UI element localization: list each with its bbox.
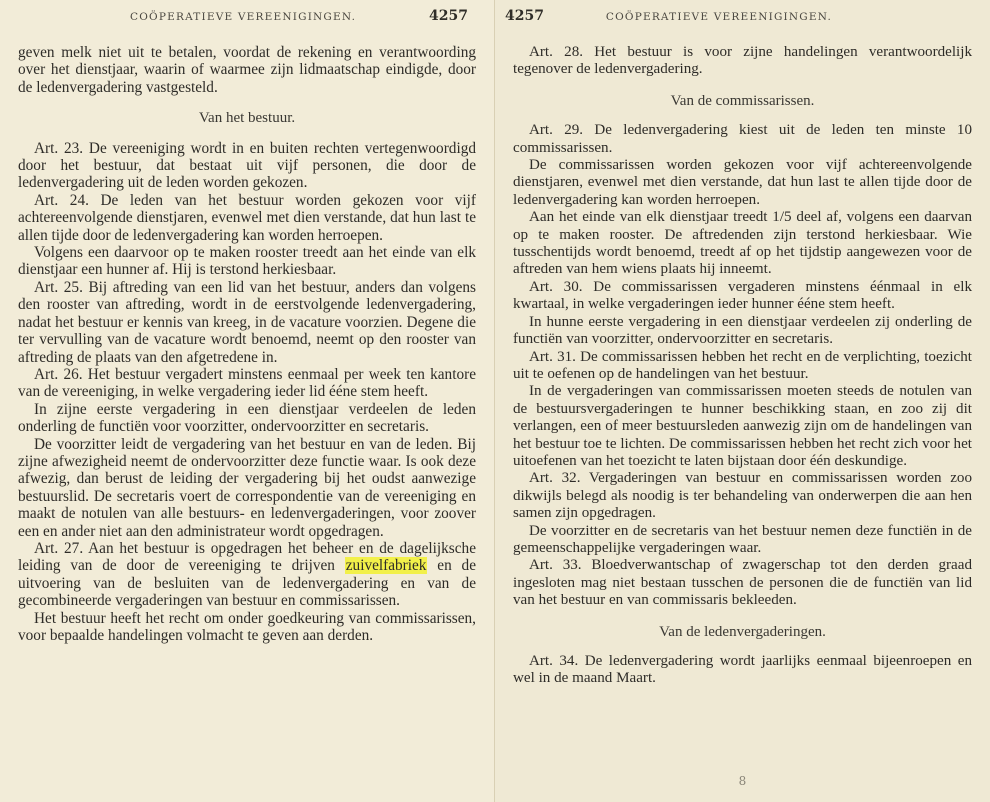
- paragraph: De voorzitter en de secretaris van het bestuur nemen deze functiën in de gemeenschappelijke vergaderingen waar.: [513, 522, 972, 556]
- paragraph-text: Art. 27. Aan het bestuur is opgedragen het beheer en de dagelijksche leiding van de door de vereeniging te drijven: [18, 539, 476, 575]
- page-number: 4257: [429, 8, 468, 24]
- paragraph-text: en de uitvoering van de besluiten van de ledenvergadering en van de gecombineerde vergaderingen van bestuur en commissarissen.: [18, 557, 476, 610]
- left-page-body: [18, 44, 476, 644]
- right-page-header: [505, 8, 972, 30]
- paragraph: Art. 26. Het bestuur vergadert minstens eenmaal per week ten kantore van de vereeniging, in welke vergadering ieder lid ééne stem heeft.: [18, 365, 476, 401]
- paragraph: Art. 34. De ledenvergadering wordt jaarlijks eenmaal bijeenroepen en wel in de maand Maart.: [513, 653, 972, 687]
- section-heading: Van de commissarissen.: [670, 92, 815, 109]
- paragraph: Art. 28. Het bestuur is voor zijne handelingen verantwoordelijk tegenover de ledenvergadering.: [513, 44, 972, 78]
- paragraph: In hunne eerste vergadering in een dienstjaar verdeelen zij onderling de functiën van voorzitter, ondervoorzitter en secretaris.: [513, 313, 972, 348]
- paragraph: Art. 30. De commissarissen vergaderen minstens éénmaal in elk kwartaal, in welke vergaderingen ieder hunner ééne stem heeft.: [513, 278, 972, 313]
- paragraph: In de vergaderingen van commissarissen moeten steeds de notulen van de bestuursvergaderingen te hunner beschikking staan, en zoo zij dit verlangen, een of meer bestuursleden aanwezig zijn om de handelingen van het bestuur toe te lichten. De commissarissen hebben het recht zich voor het uitoefenen van het toezicht te laten bijstaan door één deskundige.: [513, 383, 972, 469]
- paragraph: geven melk niet uit te betalen, voordat de rekening en verantwoording over het dienstjaar, waarin of waarmee zijn lidmaatschap eindigde, door de ledenvergadering vastgesteld.: [18, 44, 476, 96]
- running-head: COÖPERATIEVE VEREENIGINGEN.: [605, 11, 832, 23]
- paragraph: In zijne eerste vergadering in een dienstjaar verdeelen de leden onderling de functiën voor voorzitter, ondervoorzitter en secretaris.: [18, 400, 476, 436]
- paragraph: Art. 32. Vergaderingen van bestuur en commissarissen worden zoo dikwijls belegd als noodig is ter behandeling van onderwerpen die aan hen samen zijn opgedragen.: [513, 470, 972, 522]
- page-number: 4257: [505, 8, 544, 24]
- paragraph: [18, 540, 476, 610]
- paragraph: Art. 24. De leden van het bestuur worden gekozen voor vijf achtereenvolgende dienstjaren, evenwel met dien verstande, dat hun last te allen tijde door de ledenvergadering kan worden herroepen.: [18, 191, 476, 244]
- paragraph: Art. 31. De commissarissen hebben het recht en de verplichting, toezicht uit te oefenen op de handelingen van het bestuur.: [513, 348, 972, 382]
- paragraph: De commissarissen worden gekozen voor vijf achtereenvolgende dienstjaren, evenwel met dien verstande, dat hun last te allen tijde door de ledenvergadering kan worden herroepen.: [513, 157, 972, 208]
- paragraph: Art. 29. De ledenvergadering kiest uit de leden ten minste 10 commissarissen.: [513, 122, 972, 156]
- highlighted-term: zuivelfabriek: [345, 557, 427, 575]
- left-page-header: [18, 8, 476, 30]
- section-heading: Van de ledenvergaderingen.: [659, 623, 826, 640]
- signature-mark: 8: [738, 774, 747, 788]
- right-page-body: [513, 44, 972, 688]
- paragraph: Art. 25. Bij aftreding van een lid van het bestuur, anders dan volgens den rooster van aftreding, wordt in de eerstvolgende ledenvergadering, nadat het bestuur er kennis van kreeg, in de vacature voorzien. Degene die ter vervulling van de vacature wordt benoemd, neemt op den rooster van aftreding de plaats van den afgetredene in.: [18, 278, 476, 366]
- paragraph: Art. 33. Bloedverwantschap of zwagerschap tot den derden graad ingesloten mag niet bestaan tusschen de personen die de functiën van lid van het bestuur en van commissaris bekleeden.: [513, 557, 972, 609]
- paragraph: Aan het einde van elk dienstjaar treedt 1/5 deel af, volgens een daarvan op te maken rooster. De aftredenden zijn terstond herkiesbaar. Wie tusschentijds wordt benoemd, treedt af op het tijdstip aangewezen voor de aftreden van hem wiens plaats hij inneemt.: [513, 209, 972, 278]
- paragraph: Art. 23. De vereeniging wordt in en buiten rechten vertegenwoordigd door het bestuur, dat bestaat uit vijf personen, die door de ledenvergadering uit de leden worden gekozen.: [18, 139, 476, 192]
- paragraph: Het bestuur heeft het recht om onder goedkeuring van commissarissen, voor bepaalde handelingen volmacht te geven aan derden.: [18, 609, 476, 644]
- right-page: [495, 0, 990, 802]
- paragraph: Volgens een daarvoor op te maken rooster treedt aan het einde van elk dienstjaar een hunner af. Hij is terstond herkiesbaar.: [18, 244, 476, 279]
- section-heading: Van het bestuur.: [198, 110, 296, 127]
- paragraph: De voorzitter leidt de vergadering van het bestuur en van de leden. Bij zijne afwezigheid neemt de ondervoorzitter deze functie waar. Is ook deze afwezig, dan berust de leiding der vergadering bij het oudst aanwezige bestuurslid. De secretaris voert de correspondentie van de vereeniging en maakt de notulen van alle bestuurs- en ledenvergaderingen, voor zoover een en ander niet aan den administrateur wordt opgedragen.: [18, 435, 476, 540]
- running-head: COÖPERATIEVE VEREENIGINGEN.: [130, 11, 357, 23]
